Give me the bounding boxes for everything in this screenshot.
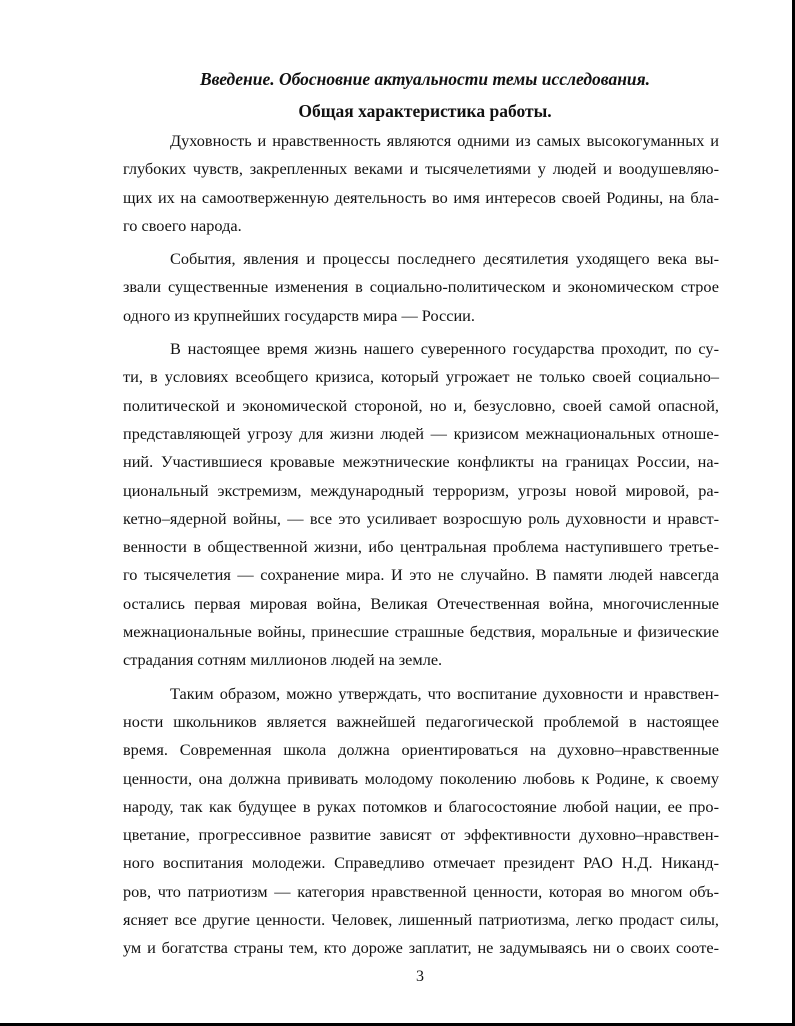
- text-line: цветание, прогрессивное развитие зависят от эффективности духовно–нравствен-: [123, 825, 719, 845]
- text-line: венности в общественной жизни, ибо центральная проблема наступившего третье-: [123, 537, 719, 557]
- text-line: звали существенные изменения в социально-политическом и экономическом строе: [123, 277, 719, 297]
- text-line: межнациональные войны, принесшие страшные бедствия, моральные и физические: [123, 622, 719, 642]
- text-line: го своего народа.: [123, 215, 242, 235]
- text-line: ности школьников является важнейшей педагогической проблемой в настоящее: [123, 711, 719, 731]
- text-line: Таким образом, можно утверждать, что воспитание духовности и нравствен-: [170, 683, 719, 703]
- text-line: ров, что патриотизм — категория нравственной ценности, которая во многом объ-: [123, 881, 719, 901]
- text-line: глубоких чувств, закрепленных веками и тысячелетиями у людей и воодушевляю-: [123, 159, 719, 179]
- page-number: 3: [416, 968, 424, 985]
- text-line: го тысячелетия — сохранение мира. И это не случайно. В памяти людей навсегда: [123, 565, 719, 585]
- text-line: ясняет все другие ценности. Человек, лишенный патриотизма, легко продаст силы,: [123, 910, 719, 930]
- text-line: щих их на самоотверженную деятельность во имя интересов своей Родины, на бла-: [123, 187, 719, 207]
- text-line: ного воспитания молодежи. Справедливо отмечает президент РАО Н.Д. Никанд-: [123, 853, 719, 873]
- text-line: политической и экономической стороной, но и, безусловно, своей самой опасной,: [123, 395, 719, 415]
- paragraph: [123, 127, 719, 240]
- paragraph: [123, 335, 719, 675]
- text-line: представляющей угрозу для жизни людей — кризисом межнациональных отноше-: [123, 423, 719, 443]
- text-line: ти, в условиях всеобщего кризиса, который угрожает не только своей социально–: [123, 367, 719, 387]
- text-line: народу, так как будущее в руках потомков и благосостояние любой нации, ее про-: [123, 796, 719, 816]
- text-line: ценности, она должна прививать молодому поколению любовь к Родине, к своему: [123, 768, 719, 788]
- section-subheading: Общая характеристика работы.: [298, 101, 552, 121]
- text-line: События, явления и процессы последнего десятилетия уходящего века вы-: [170, 249, 719, 269]
- text-line: страдания сотням миллионов людей на земле.: [123, 650, 443, 670]
- text-line: ум и богатства страны тем, кто дороже заплатит, не задумываясь ни о своих соотe-: [123, 938, 719, 958]
- text-line: ний. Участившиеся кровавые межэтнические конфликты на границах России, на-: [123, 452, 719, 472]
- text-line: одного из крупнейших государств мира — России.: [123, 305, 475, 325]
- text-line: время. Современная школа должна ориентироваться на духовно–нравственные: [123, 740, 719, 760]
- text-line: остались первая мировая война, Великая Отечественная война, многочисленные: [123, 593, 719, 613]
- paragraph: [123, 680, 719, 963]
- text-line: Духовность и нравственность являются одними из самых высокогуманных и: [170, 131, 719, 150]
- text-line: циональный экстремизм, международный терроризм, угрозы новой мировой, ра-: [123, 480, 719, 500]
- paragraph: [123, 245, 719, 330]
- body-text: [123, 127, 719, 968]
- text-line: В настоящее время жизнь нашего суверенного государства проходит, по су-: [170, 339, 719, 359]
- section-heading: Введение. Обосновние актуальности темы исследования.: [199, 69, 651, 89]
- text-line: кетно–ядерной войны, — все это усиливает возросшую роль духовности и нравст-: [123, 508, 719, 528]
